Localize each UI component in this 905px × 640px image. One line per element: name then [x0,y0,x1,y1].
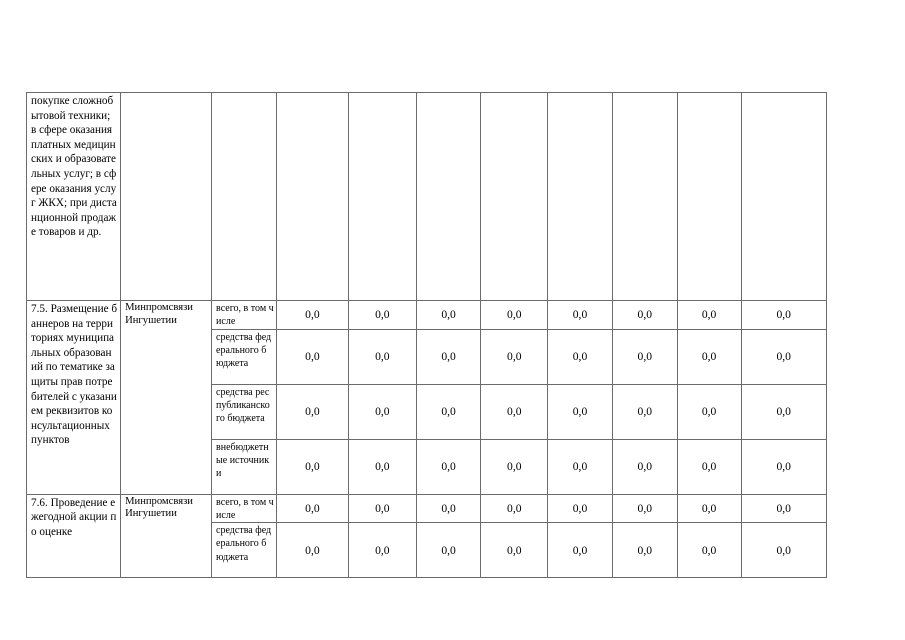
value-cell: 0,0 [677,494,741,523]
executor [121,93,212,301]
value-cell: 0,0 [612,523,677,578]
value-cell: 0,0 [349,329,417,384]
executor: Минпромсвязи Ингушетии [121,494,212,578]
value-cell: 0,0 [349,301,417,330]
value-cell: 0,0 [741,301,826,330]
funding-source: всего, в том числе [212,494,277,523]
value-cell: 0,0 [349,384,417,439]
activity-name: покупке сложнобытовой техники; в сфере оказания платных медицинских и образовательных услуг; в сфере оказания услуг ЖКХ; при дистанционной продаже товаров и др. [27,93,121,301]
value-cell [481,93,548,301]
value-cell [276,93,348,301]
value-cell: 0,0 [481,523,548,578]
value-cell: 0,0 [276,329,348,384]
funding-source: всего, в том числе [212,301,277,330]
value-cell: 0,0 [416,384,481,439]
value-cell: 0,0 [612,329,677,384]
value-cell: 0,0 [481,329,548,384]
funding-source: внебюджетные источники [212,439,277,494]
table-row [27,301,905,330]
value-cell: 0,0 [612,439,677,494]
value-cell [416,93,481,301]
value-cell: 0,0 [677,523,741,578]
value-cell: 0,0 [548,301,613,330]
value-cell [612,93,677,301]
value-cell: 0,0 [416,523,481,578]
value-cell: 0,0 [548,494,613,523]
value-cell: 0,0 [481,439,548,494]
value-cell [677,93,741,301]
value-cell: 0,0 [548,523,613,578]
value-cell: 0,0 [741,494,826,523]
activity-name: 7.6. Проведение ежегодной акции по оценке [27,494,121,578]
value-cell: 0,0 [741,523,826,578]
table-row [27,494,905,523]
value-cell: 0,0 [276,494,348,523]
value-cell [548,93,613,301]
value-cell: 0,0 [349,494,417,523]
value-cell: 0,0 [481,301,548,330]
value-cell: 0,0 [416,439,481,494]
value-cell: 0,0 [612,301,677,330]
value-cell: 0,0 [276,384,348,439]
value-cell: 0,0 [741,439,826,494]
value-cell: 0,0 [276,439,348,494]
value-cell: 0,0 [349,523,417,578]
value-cell: 0,0 [741,384,826,439]
budget-table [26,92,905,578]
funding-source: средства федерального бюджета [212,329,277,384]
funding-source [212,93,277,301]
value-cell: 0,0 [741,329,826,384]
value-cell: 0,0 [677,329,741,384]
value-cell: 0,0 [481,494,548,523]
value-cell: 0,0 [276,301,348,330]
value-cell: 0,0 [416,494,481,523]
value-cell: 0,0 [416,329,481,384]
table-row [27,93,905,301]
funding-source: средства федерального бюджета [212,523,277,578]
funding-source: средства республиканского бюджета [212,384,277,439]
value-cell: 0,0 [677,301,741,330]
value-cell: 0,0 [548,439,613,494]
value-cell: 0,0 [677,439,741,494]
value-cell: 0,0 [612,494,677,523]
value-cell: 0,0 [276,523,348,578]
activity-name: 7.5. Размещение баннеров на территориях муниципальных образований по тематике защиты прав потребителей с указанием реквизитов консультационных пунктов [27,301,121,495]
value-cell: 0,0 [548,384,613,439]
value-cell: 0,0 [349,439,417,494]
value-cell: 0,0 [481,384,548,439]
executor: Минпромсвязи Ингушетии [121,301,212,495]
value-cell: 0,0 [677,384,741,439]
value-cell: 0,0 [416,301,481,330]
value-cell [349,93,417,301]
value-cell: 0,0 [548,329,613,384]
value-cell [741,93,826,301]
value-cell: 0,0 [612,384,677,439]
